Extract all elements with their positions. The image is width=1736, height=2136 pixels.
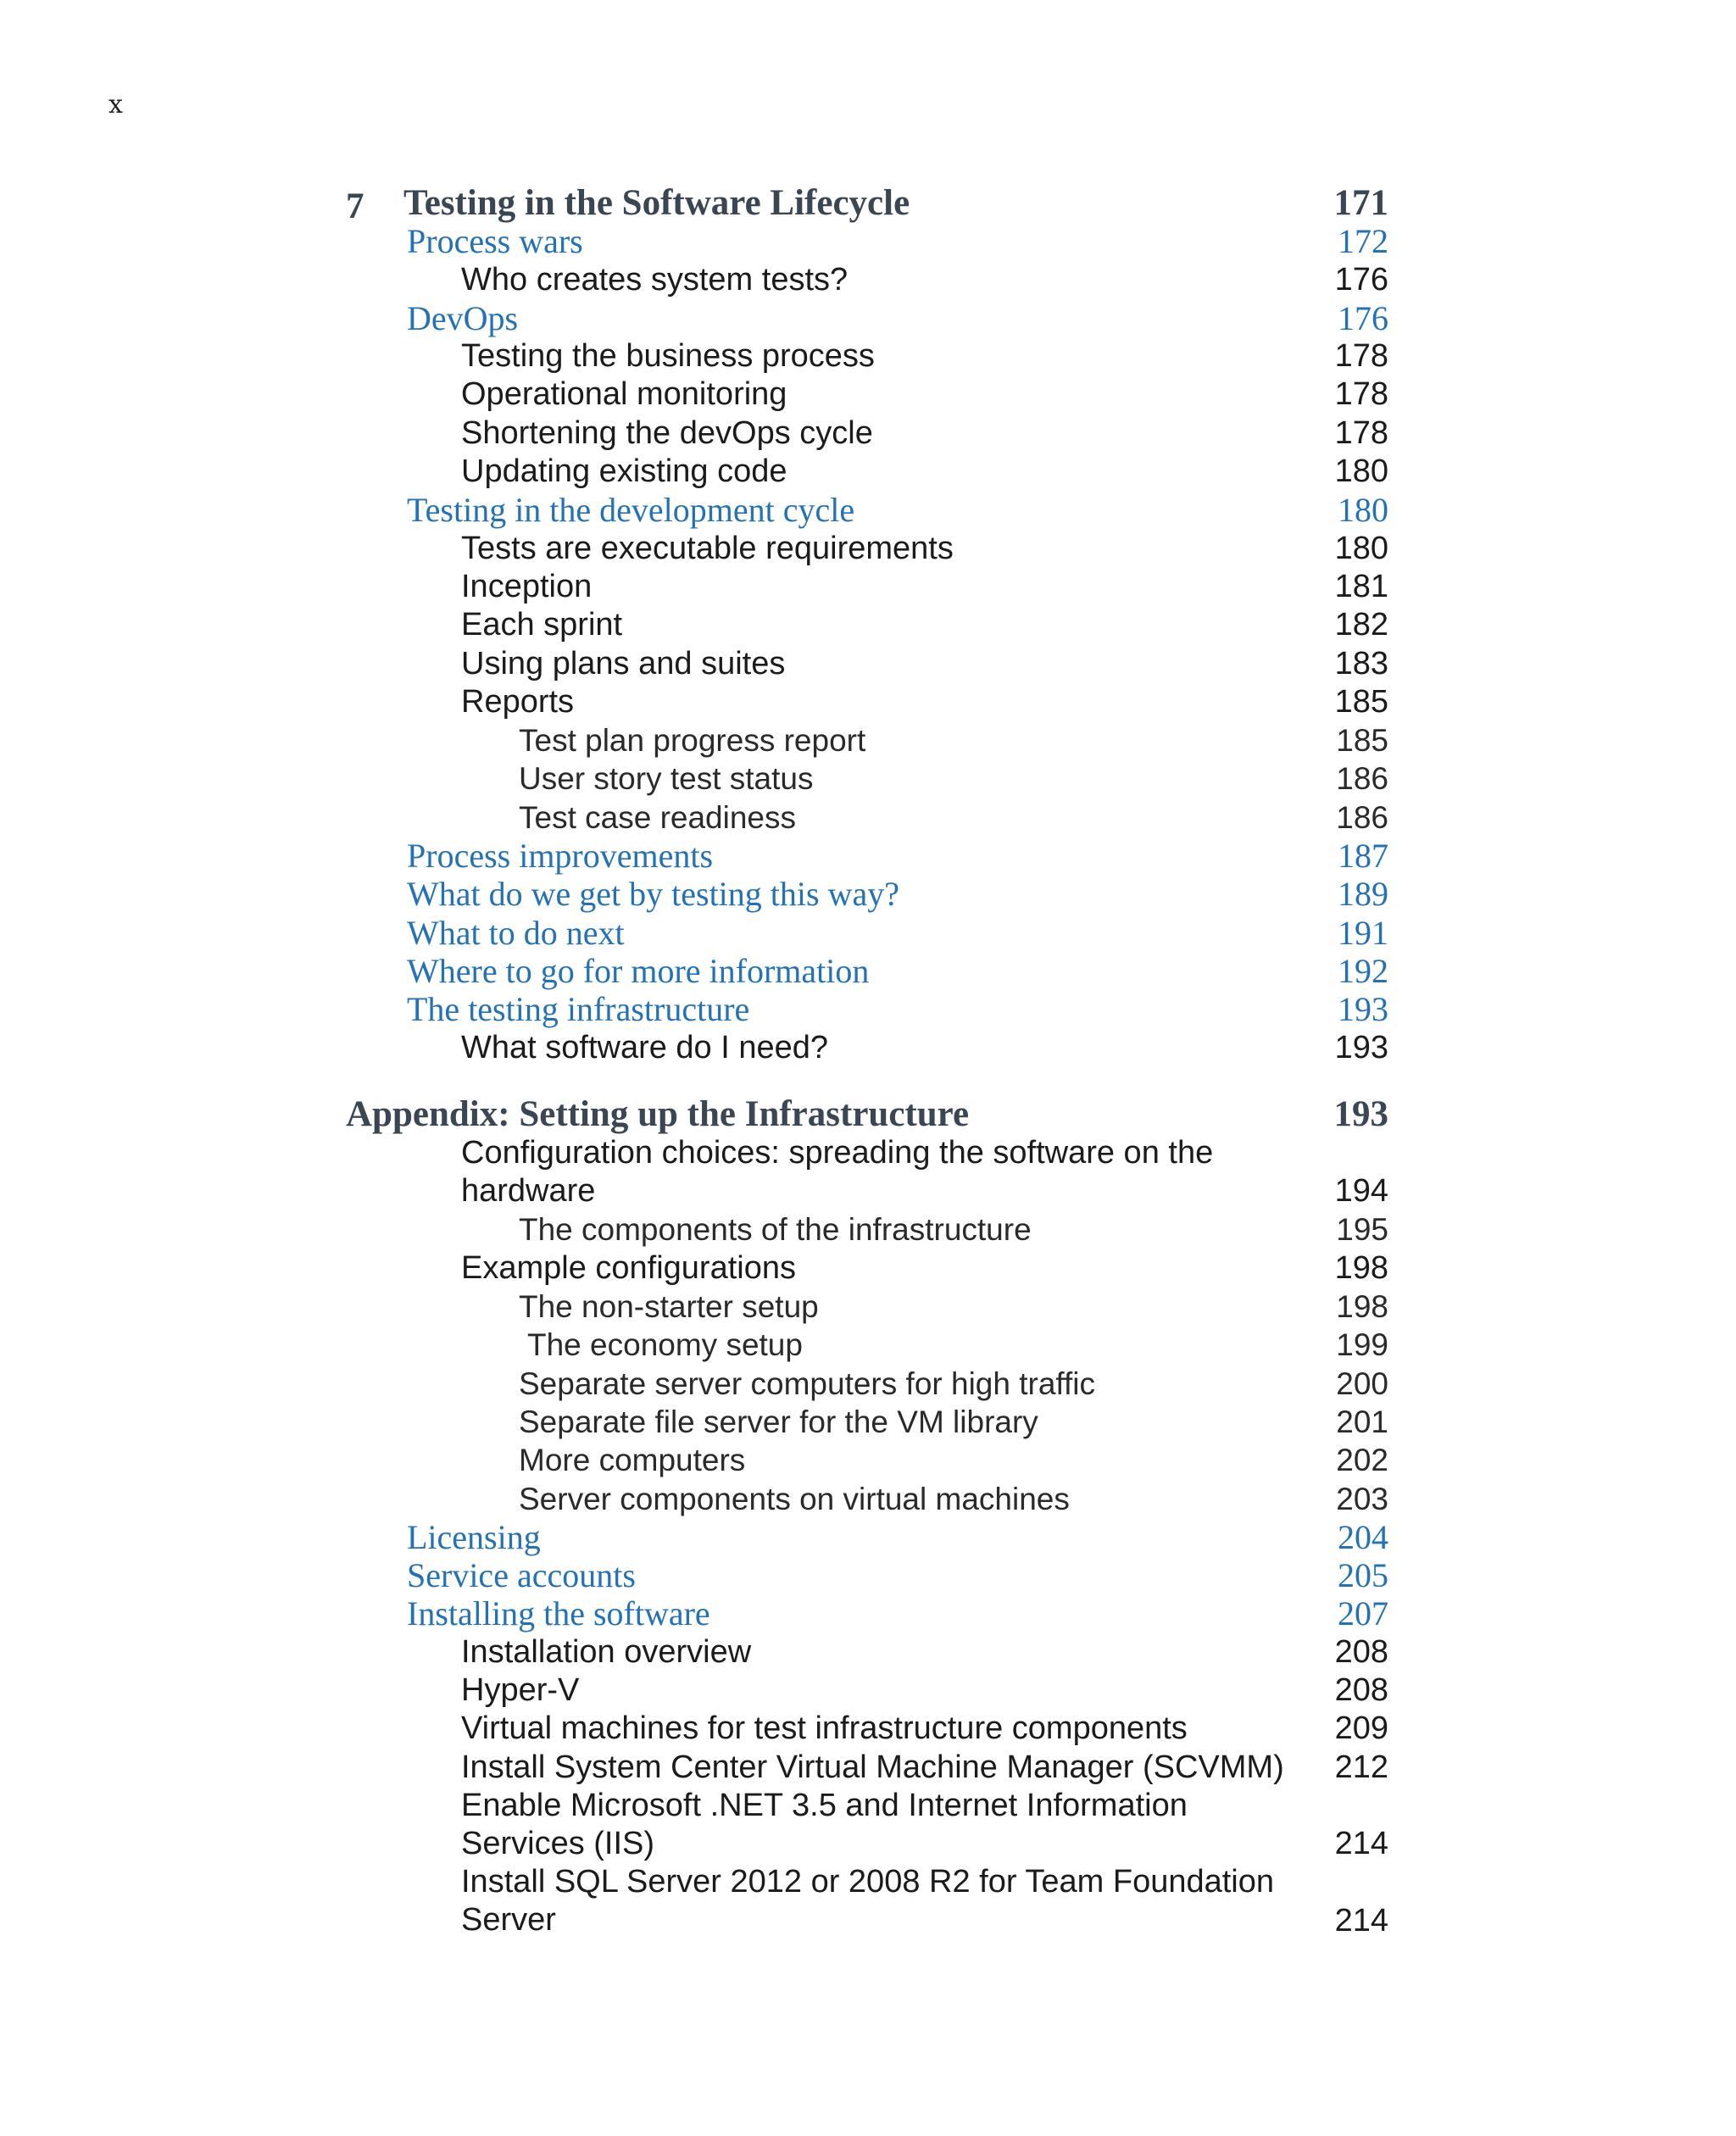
- toc-entry-title: Reports: [461, 683, 575, 720]
- toc-entry-sec[interactable]: [339, 1594, 1388, 1633]
- page-number: x: [108, 90, 123, 120]
- toc-entry-page: 191: [1338, 913, 1388, 952]
- appendix-title: Appendix: Setting up the Infrastructure: [346, 1093, 970, 1134]
- toc-entry-title: Process wars: [407, 222, 583, 261]
- toc-entry-subsub[interactable]: [339, 1365, 1388, 1403]
- toc-entry-sub[interactable]: [339, 1672, 1388, 1710]
- toc-entry-title: Operational monitoring: [461, 376, 787, 413]
- toc-entry-page: 180: [1338, 491, 1388, 530]
- toc-entry-title: Configuration choices: spreading the software on the hardware: [461, 1134, 1214, 1209]
- toc-entry-page: 192: [1338, 951, 1388, 990]
- toc-entry-title: What to do next: [407, 913, 625, 952]
- toc-entry-sub[interactable]: [339, 568, 1388, 606]
- toc-entry-sub[interactable]: [339, 1749, 1388, 1787]
- toc-entry-sub[interactable]: [339, 453, 1388, 491]
- toc-entry-page: 172: [1338, 222, 1388, 261]
- toc-entry-page: 176: [1334, 261, 1388, 298]
- toc-entry-page: 208: [1334, 1672, 1388, 1708]
- toc-entry-title: Installing the software: [407, 1594, 710, 1633]
- toc-entry-page: 204: [1338, 1517, 1388, 1556]
- toc-entry-title: DevOps: [407, 298, 519, 337]
- toc-entry-title: Separate server computers for high traffic: [519, 1366, 1096, 1401]
- toc-entry-sub[interactable]: [339, 375, 1388, 414]
- toc-entry-page: 178: [1334, 376, 1388, 413]
- chapter-page: 171: [1333, 183, 1388, 223]
- appendix-entries: [339, 1134, 1388, 1940]
- toc-entry-sec[interactable]: [339, 1556, 1388, 1594]
- toc-entry-title: Install SQL Server 2012 or 2008 R2 for Team Foundation Server: [461, 1864, 1274, 1939]
- toc-entry-sec[interactable]: [339, 914, 1388, 952]
- toc-entry-page: 203: [1336, 1481, 1388, 1516]
- toc-entry-sub[interactable]: [339, 414, 1388, 453]
- toc-entry-title: Virtual machines for test infrastructure components: [461, 1710, 1188, 1747]
- toc-entry-page: 198: [1334, 1249, 1388, 1286]
- toc-entry-page: 189: [1338, 875, 1388, 914]
- toc-entry-page: 185: [1336, 723, 1388, 759]
- toc-entry-subsub[interactable]: [339, 1480, 1388, 1518]
- toc-entry-page: 205: [1338, 1556, 1388, 1595]
- toc-entry-page: 185: [1334, 683, 1388, 720]
- toc-entry-title: Tests are executable requirements: [461, 530, 954, 566]
- toc-entry-title: Using plans and suites: [461, 645, 786, 681]
- toc-entry-sub[interactable]: [339, 261, 1388, 299]
- toc-entry-sec[interactable]: [339, 837, 1388, 875]
- chapter-entries: [339, 222, 1388, 1067]
- toc-entry-page: 200: [1336, 1366, 1388, 1401]
- toc-entry-title: Enable Microsoft .NET 3.5 and Internet Information Services (IIS): [461, 1787, 1188, 1861]
- toc-entry-title: Server components on virtual machines: [519, 1481, 1070, 1516]
- toc-entry-sec[interactable]: [339, 1518, 1388, 1556]
- toc-entry-sub[interactable]: [339, 1787, 1388, 1864]
- toc-entry-subsub[interactable]: [339, 759, 1388, 798]
- toc-entry-sec[interactable]: [339, 491, 1388, 529]
- toc-entry-title: Separate file server for the VM library: [519, 1404, 1038, 1439]
- toc-entry-sec[interactable]: [339, 299, 1388, 337]
- chapter-title: Testing in the Software Lifecycle: [403, 183, 910, 223]
- toc-entry-page: 183: [1334, 645, 1388, 681]
- toc-entry-page: 201: [1336, 1404, 1388, 1439]
- toc-entry-subsub[interactable]: [339, 1403, 1388, 1441]
- toc-entry-title: The non-starter setup: [519, 1289, 819, 1325]
- toc-entry-page: 186: [1336, 761, 1388, 797]
- toc-entry-sub[interactable]: [339, 1249, 1388, 1288]
- toc-entry-title: Hyper-V: [461, 1672, 580, 1708]
- toc-entry-page: 212: [1334, 1749, 1388, 1785]
- toc-entry-sub[interactable]: [339, 1710, 1388, 1748]
- toc-entry-page: 198: [1336, 1289, 1388, 1325]
- toc-entry-sub[interactable]: [339, 683, 1388, 721]
- toc-entry-title: The testing infrastructure: [407, 990, 750, 1029]
- toc-entry-title: Example configurations: [461, 1249, 796, 1286]
- toc-entry-page: 178: [1334, 338, 1388, 375]
- toc-entry-title: More computers: [519, 1443, 746, 1478]
- toc-entry-sec[interactable]: [339, 952, 1388, 990]
- toc-entry-page: 209: [1334, 1710, 1388, 1747]
- toc-entry-sub[interactable]: [339, 530, 1388, 568]
- toc-entry-title: Installation overview: [461, 1633, 752, 1670]
- toc-entry-page: 193: [1338, 990, 1388, 1029]
- toc-entry-sub[interactable]: [339, 1029, 1388, 1067]
- toc-entry-page: 195: [1336, 1212, 1388, 1248]
- toc-entry-page: 186: [1336, 799, 1388, 835]
- toc-entry-title: Updating existing code: [461, 453, 787, 490]
- toc-entry-title: Each sprint: [461, 607, 623, 643]
- toc-entry-sec[interactable]: [339, 875, 1388, 913]
- toc-entry-page: 178: [1334, 414, 1388, 451]
- toc-entry-title: What software do I need?: [461, 1029, 829, 1065]
- toc-entry-title: Test case readiness: [519, 799, 797, 835]
- toc-entry-page: 207: [1338, 1594, 1388, 1633]
- toc-entry-title: What do we get by testing this way?: [407, 875, 899, 914]
- toc-entry-title: Install System Center Virtual Machine Manager (SCVMM): [461, 1749, 1284, 1785]
- toc-entry-page: 180: [1334, 453, 1388, 490]
- toc-entry-page: 181: [1334, 568, 1388, 604]
- toc-entry-sub[interactable]: [339, 337, 1388, 375]
- toc-entry-page: 214: [1334, 1902, 1388, 1939]
- toc-entry-title: Shortening the devOps cycle: [461, 414, 873, 451]
- toc-entry-title: Who creates system tests?: [461, 261, 849, 298]
- toc-entry-title: Where to go for more information: [407, 951, 870, 990]
- toc-entry-title: Test plan progress report: [519, 723, 866, 759]
- toc-entry-title: User story test status: [519, 761, 814, 797]
- toc-entry-sub[interactable]: [339, 1134, 1388, 1211]
- toc-entry-page: 182: [1334, 607, 1388, 643]
- toc-entry-page: 214: [1334, 1826, 1388, 1862]
- toc-entry-page: 176: [1338, 298, 1388, 337]
- toc-entry-sub[interactable]: [339, 1633, 1388, 1672]
- toc-entry-subsub[interactable]: [339, 1210, 1388, 1249]
- toc-entry-title: Service accounts: [407, 1556, 636, 1595]
- toc-entry-sec[interactable]: [339, 990, 1388, 1028]
- toc-entry-page: 208: [1334, 1633, 1388, 1670]
- toc-entry-subsub[interactable]: [339, 1326, 1388, 1364]
- toc-entry-sub[interactable]: [339, 645, 1388, 683]
- toc-entry-title: Licensing: [407, 1517, 541, 1556]
- toc-entry-sub[interactable]: [339, 1863, 1388, 1940]
- toc-entry-title: Testing the business process: [461, 338, 875, 375]
- toc-entry-page: 202: [1336, 1443, 1388, 1478]
- toc-entry-page: 193: [1334, 1029, 1388, 1065]
- toc-entry-subsub[interactable]: [339, 721, 1388, 759]
- toc-entry-sub[interactable]: [339, 606, 1388, 644]
- toc-entry-title: Inception: [461, 568, 593, 604]
- toc-appendix-row[interactable]: [339, 1095, 1388, 1134]
- toc-entry-sec[interactable]: [339, 222, 1388, 260]
- chapter-number: 7: [346, 186, 364, 226]
- toc-entry-subsub[interactable]: [339, 1288, 1388, 1326]
- toc-entry-title: The components of the infrastructure: [519, 1212, 1032, 1248]
- table-of-contents: [339, 184, 1388, 1940]
- appendix-page: 193: [1333, 1093, 1388, 1134]
- toc-chapter-row[interactable]: [339, 183, 1388, 226]
- toc-entry-title: The economy setup: [527, 1327, 803, 1363]
- toc-entry-page: 180: [1334, 530, 1388, 566]
- toc-entry-title: Testing in the development cycle: [407, 491, 855, 530]
- toc-entry-page: 194: [1334, 1173, 1388, 1210]
- toc-entry-subsub[interactable]: [339, 798, 1388, 837]
- toc-entry-page: 199: [1336, 1327, 1388, 1363]
- toc-entry-title: Process improvements: [407, 837, 714, 876]
- toc-entry-subsub[interactable]: [339, 1441, 1388, 1479]
- toc-entry-page: 187: [1338, 837, 1388, 876]
